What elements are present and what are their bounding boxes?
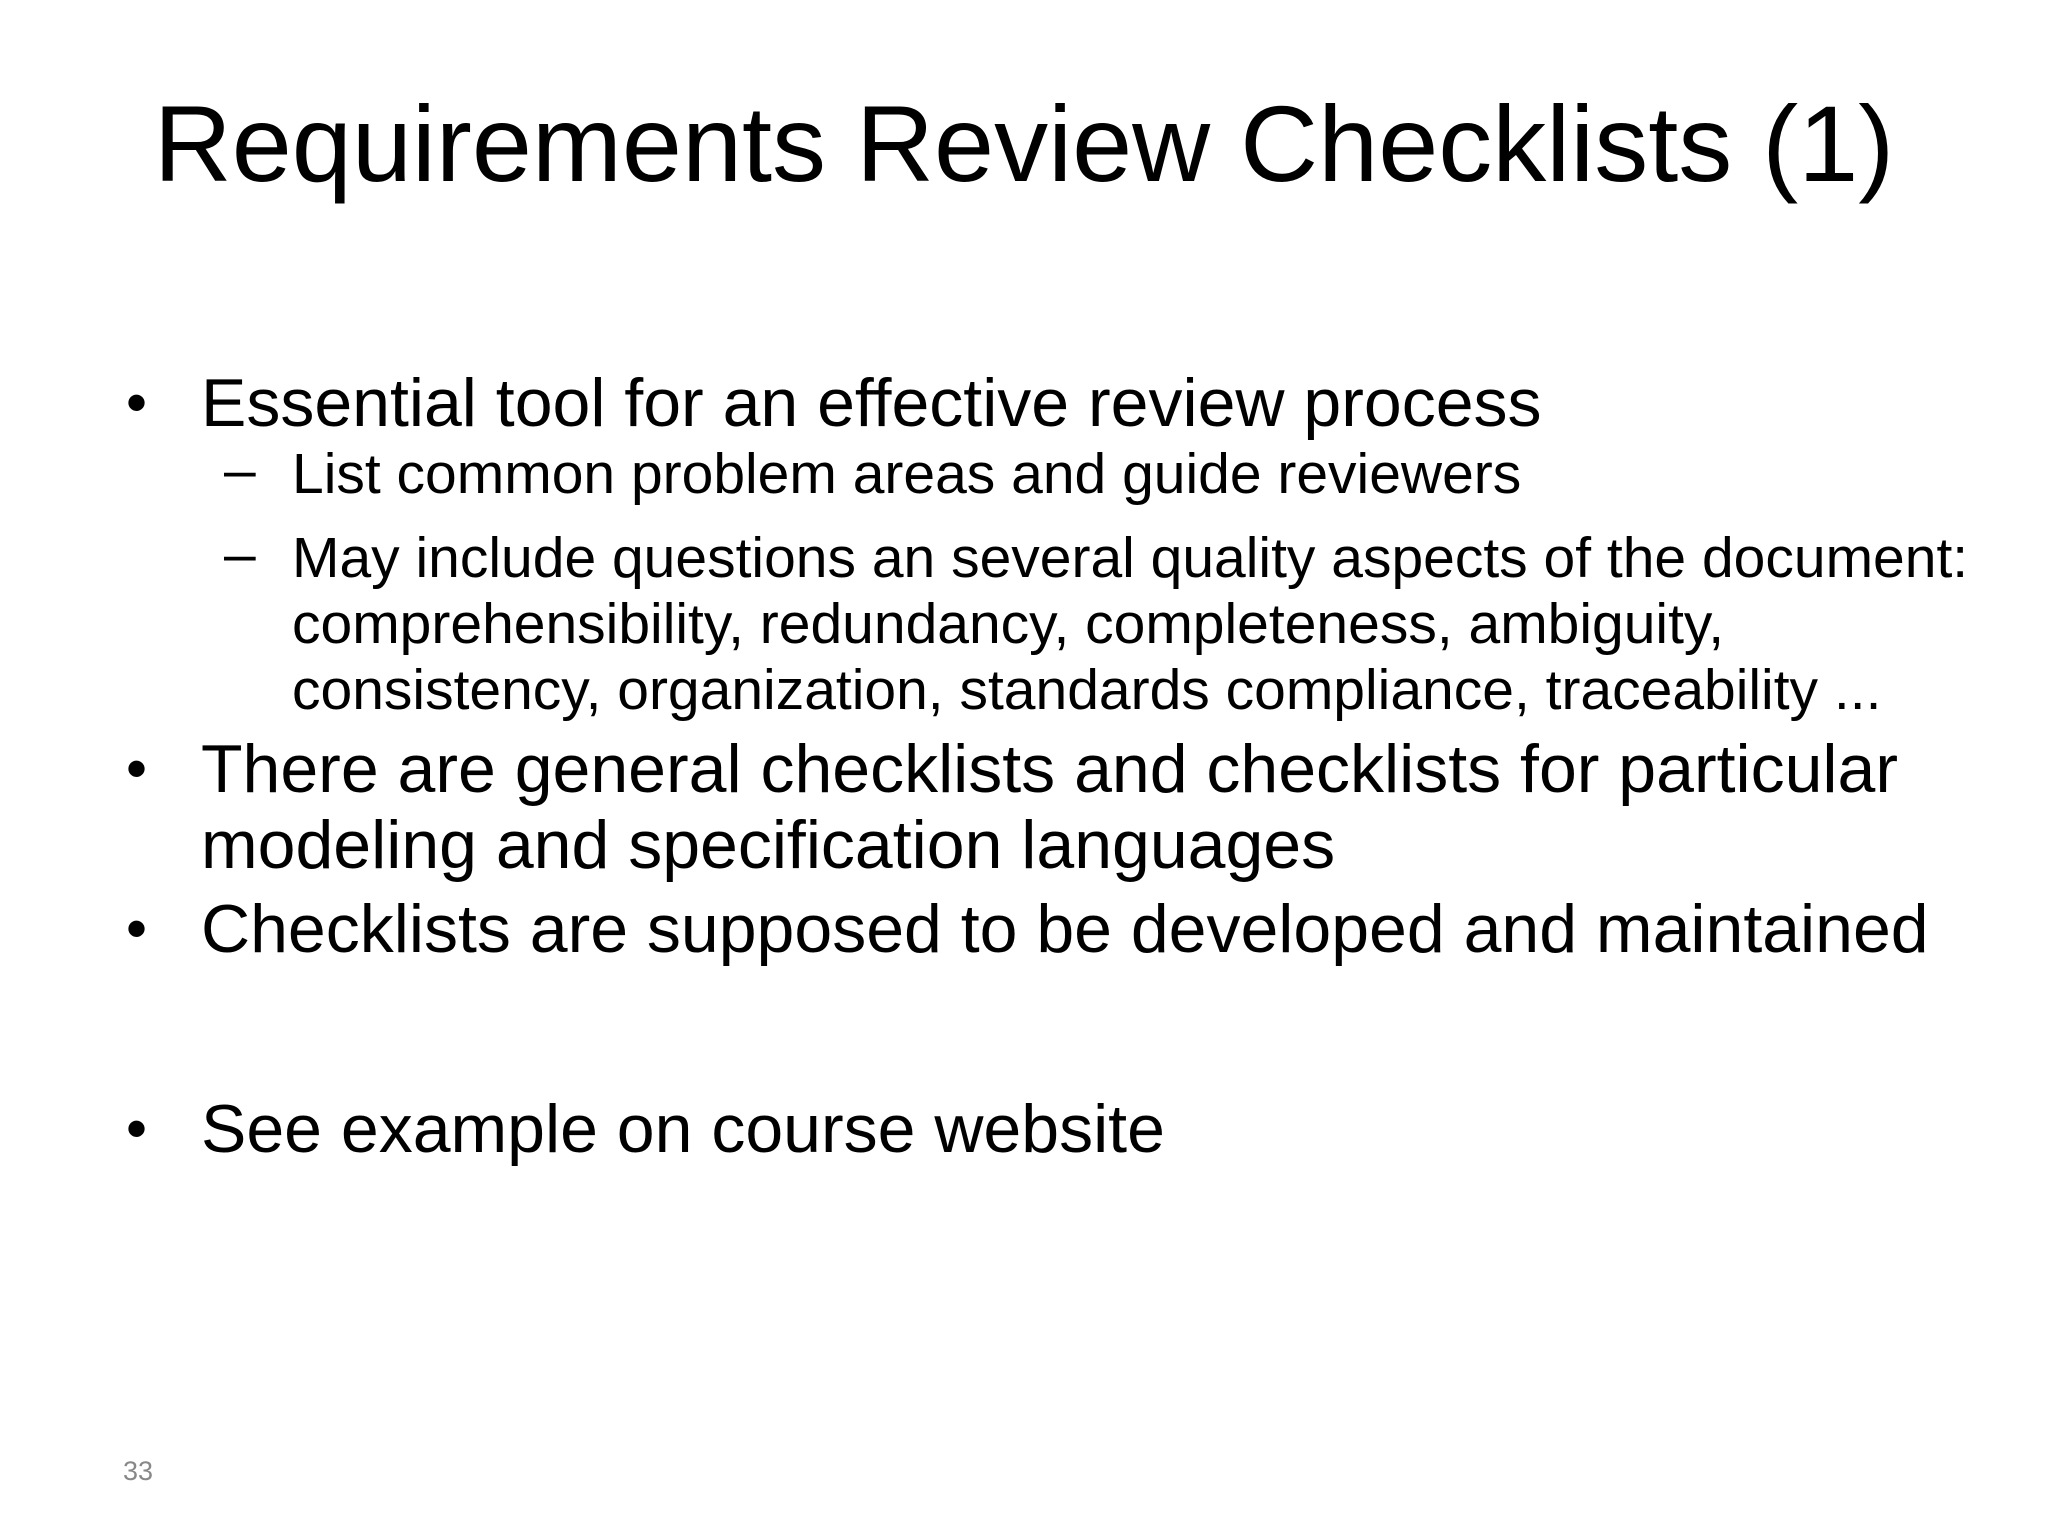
bullet-text: Essential tool for an effective review process xyxy=(201,365,1542,441)
bullet-item xyxy=(120,891,1980,967)
sub-bullet-text: May include questions an several quality aspects of the document: comprehensibility, redundancy, completeness, ambiguity, consistency, organization, standards compliance, traceability ... xyxy=(292,526,1969,722)
bullet-item xyxy=(120,1091,1980,1167)
sub-bullet-item xyxy=(120,522,1980,723)
dash-icon: – xyxy=(224,438,256,502)
bullet-text: See example on course website xyxy=(201,1091,1165,1167)
sub-bullet-text: List common problem areas and guide reviewers xyxy=(292,442,1522,506)
dash-icon: – xyxy=(224,522,256,586)
bullet-text: There are general checklists and checklists for particular modeling and specification languages xyxy=(201,731,1898,883)
bullet-icon: • xyxy=(126,1095,148,1162)
page-number: 33 xyxy=(123,1456,154,1486)
slide-body xyxy=(120,365,1980,1167)
bullet-text: Checklists are supposed to be developed and maintained xyxy=(201,891,1929,967)
sub-bullet-item xyxy=(120,438,1980,507)
bullet-item xyxy=(120,365,1980,441)
bullet-icon: • xyxy=(126,369,148,436)
slide-title: Requirements Review Checklists (1) xyxy=(153,83,1895,204)
bullet-icon: • xyxy=(126,735,148,802)
bullet-item xyxy=(120,731,1980,883)
bullet-icon: • xyxy=(126,895,148,962)
